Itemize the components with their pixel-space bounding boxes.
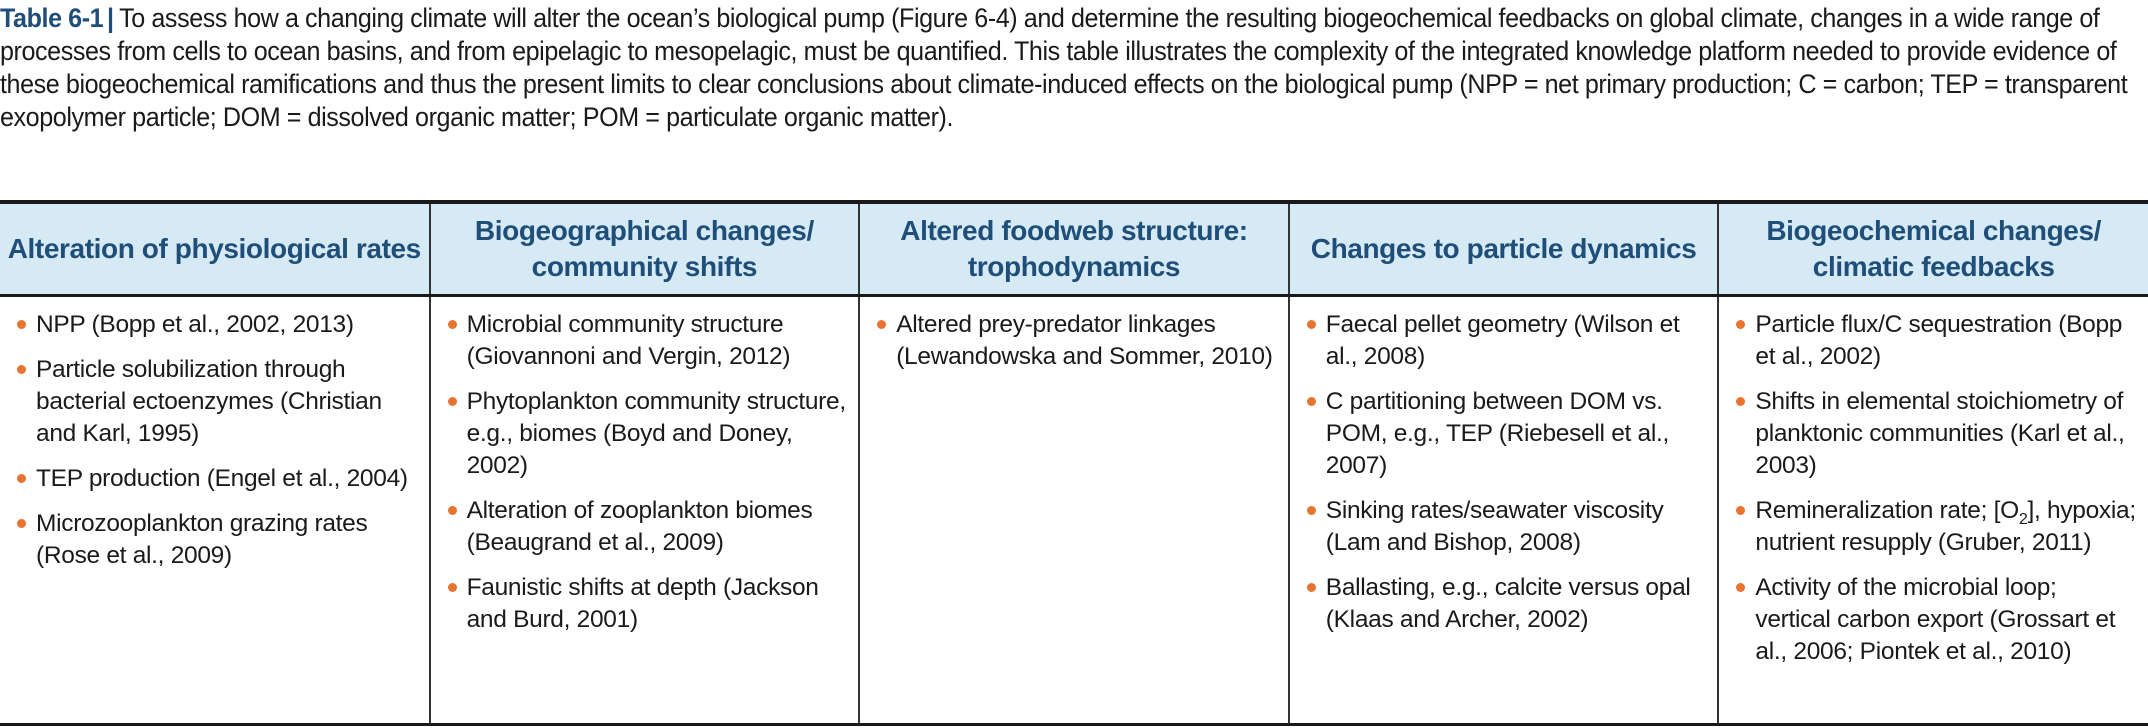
- list-item-text: Altered prey-predator linkages (Lewandowska and Sommer, 2010): [896, 311, 1273, 370]
- column-cell-biogeographical-changes: [430, 296, 860, 725]
- bullet-list: [1735, 309, 2138, 668]
- column-cell-biogeochemical-feedbacks: [1718, 296, 2148, 725]
- list-item-text: Particle solubilization through bacterial ectoenzymes (Christian and Karl, 1995): [36, 356, 382, 447]
- column-header-biogeographical-changes: Biogeographical changes/ community shifts: [430, 202, 860, 296]
- list-item: [447, 572, 849, 636]
- bullet-list: [447, 309, 849, 636]
- bullet-list: [876, 309, 1278, 373]
- bullet-icon: [1736, 506, 1745, 515]
- list-item: [1306, 572, 1708, 636]
- list-item-text: Activity of the microbial loop; vertical carbon export (Grossart et al., 2006; Piontek et al., 2010): [1755, 574, 2116, 665]
- table-container: [0, 200, 2148, 728]
- bullet-icon: [1736, 397, 1745, 406]
- list-item-text: Ballasting, e.g., calcite versus opal (Klaas and Archer, 2002): [1325, 574, 1691, 633]
- column-header-physiological-rates: Alteration of physiological rates: [0, 202, 430, 296]
- caption-separator: |: [106, 3, 114, 33]
- caption-label: Table 6-1: [0, 3, 104, 33]
- list-item-text: TEP production (Engel et al., 2004): [36, 465, 408, 492]
- bullet-icon: [448, 583, 457, 592]
- column-cell-physiological-rates: [0, 296, 430, 725]
- column-header-biogeochemical-feedbacks: Biogeochemical changes/ climatic feedbacks: [1718, 202, 2148, 296]
- header-row: [0, 202, 2148, 296]
- bullet-icon: [1307, 583, 1316, 592]
- bullet-icon: [17, 474, 26, 483]
- bullet-icon: [17, 320, 26, 329]
- list-item-text: Particle flux/C sequestration (Bopp et al., 2002): [1755, 311, 2123, 370]
- list-item-text: NPP (Bopp et al., 2002, 2013): [36, 311, 354, 338]
- list-item: [16, 354, 419, 450]
- bullet-icon: [1307, 397, 1316, 406]
- column-cell-foodweb-structure: [859, 296, 1289, 725]
- column-header-foodweb-structure: Altered foodweb structure: trophodynamics: [859, 202, 1289, 296]
- column-header-particle-dynamics: Changes to particle dynamics: [1289, 202, 1719, 296]
- bullet-icon: [877, 320, 886, 329]
- list-item: [876, 309, 1278, 373]
- text-fragment: ], hypoxia; nutrient resupply (Gruber, 2011): [1755, 497, 2136, 556]
- list-item: [447, 309, 849, 373]
- list-item: [1306, 386, 1708, 482]
- list-item: [16, 463, 419, 495]
- list-item: [1306, 309, 1708, 373]
- subscript: 2: [2018, 510, 2028, 528]
- list-item-text: Microbial community structure (Giovannoni and Vergin, 2012): [466, 311, 791, 370]
- list-item: [16, 508, 419, 572]
- body-row: [0, 296, 2148, 725]
- list-item: [1306, 495, 1708, 559]
- bullet-icon: [448, 320, 457, 329]
- list-item: [447, 386, 849, 482]
- list-item: [1735, 495, 2138, 559]
- bullet-icon: [1307, 506, 1316, 515]
- list-item-text: Faecal pellet geometry (Wilson et al., 2008): [1325, 311, 1680, 370]
- data-table: [0, 200, 2148, 726]
- bullet-icon: [17, 365, 26, 374]
- bullet-icon: [17, 519, 26, 528]
- column-cell-particle-dynamics: [1289, 296, 1719, 725]
- list-item: [1735, 572, 2138, 668]
- list-item-text: C partitioning between DOM vs. POM, e.g., TEP (Riebesell et al., 2007): [1325, 388, 1670, 479]
- caption-text: To assess how a changing climate will alter the ocean’s biological pump (Figure 6-4) and determine the resulting biogeochemical feedbacks on global climate, changes in a wide range of processes from cells to ocean basins, and from epipelagic to mesopelagic, must be quantified. This table illustrates the complexity of the integrated knowledge platform needed to provide evidence of these biogeochemical ramifications and thus the present limits to clear conclusions about climate-induced effects on the biological pump (NPP = net primary production; C = carbon; TEP = transparent exopolymer particle; DOM = dissolved organic matter; POM = particulate organic matter).: [0, 3, 2128, 132]
- list-item: [1735, 386, 2138, 482]
- bullet-icon: [448, 397, 457, 406]
- list-item: [1735, 309, 2138, 373]
- list-item-text: [1755, 497, 2135, 556]
- list-item-text: Phytoplankton community structure, e.g., biomes (Boyd and Doney, 2002): [466, 388, 846, 479]
- list-item-text: Microzooplankton grazing rates (Rose et al., 2009): [36, 510, 368, 569]
- list-item-text: Alteration of zooplankton biomes (Beaugrand et al., 2009): [466, 497, 813, 556]
- text-fragment: Remineralization rate; [O: [1755, 497, 2019, 524]
- list-item: [447, 495, 849, 559]
- list-item-text: Shifts in elemental stoichiometry of planktonic communities (Karl et al., 2003): [1755, 388, 2125, 479]
- bullet-icon: [1736, 320, 1745, 329]
- bullet-icon: [1307, 320, 1316, 329]
- list-item-text: Faunistic shifts at depth (Jackson and Burd, 2001): [466, 574, 819, 633]
- bullet-list: [16, 309, 419, 572]
- table-caption: [0, 2, 2139, 134]
- bullet-icon: [448, 506, 457, 515]
- list-item: [16, 309, 419, 341]
- list-item-text: Sinking rates/seawater viscosity (Lam and Bishop, 2008): [1325, 497, 1664, 556]
- bullet-list: [1306, 309, 1708, 636]
- bullet-icon: [1736, 583, 1745, 592]
